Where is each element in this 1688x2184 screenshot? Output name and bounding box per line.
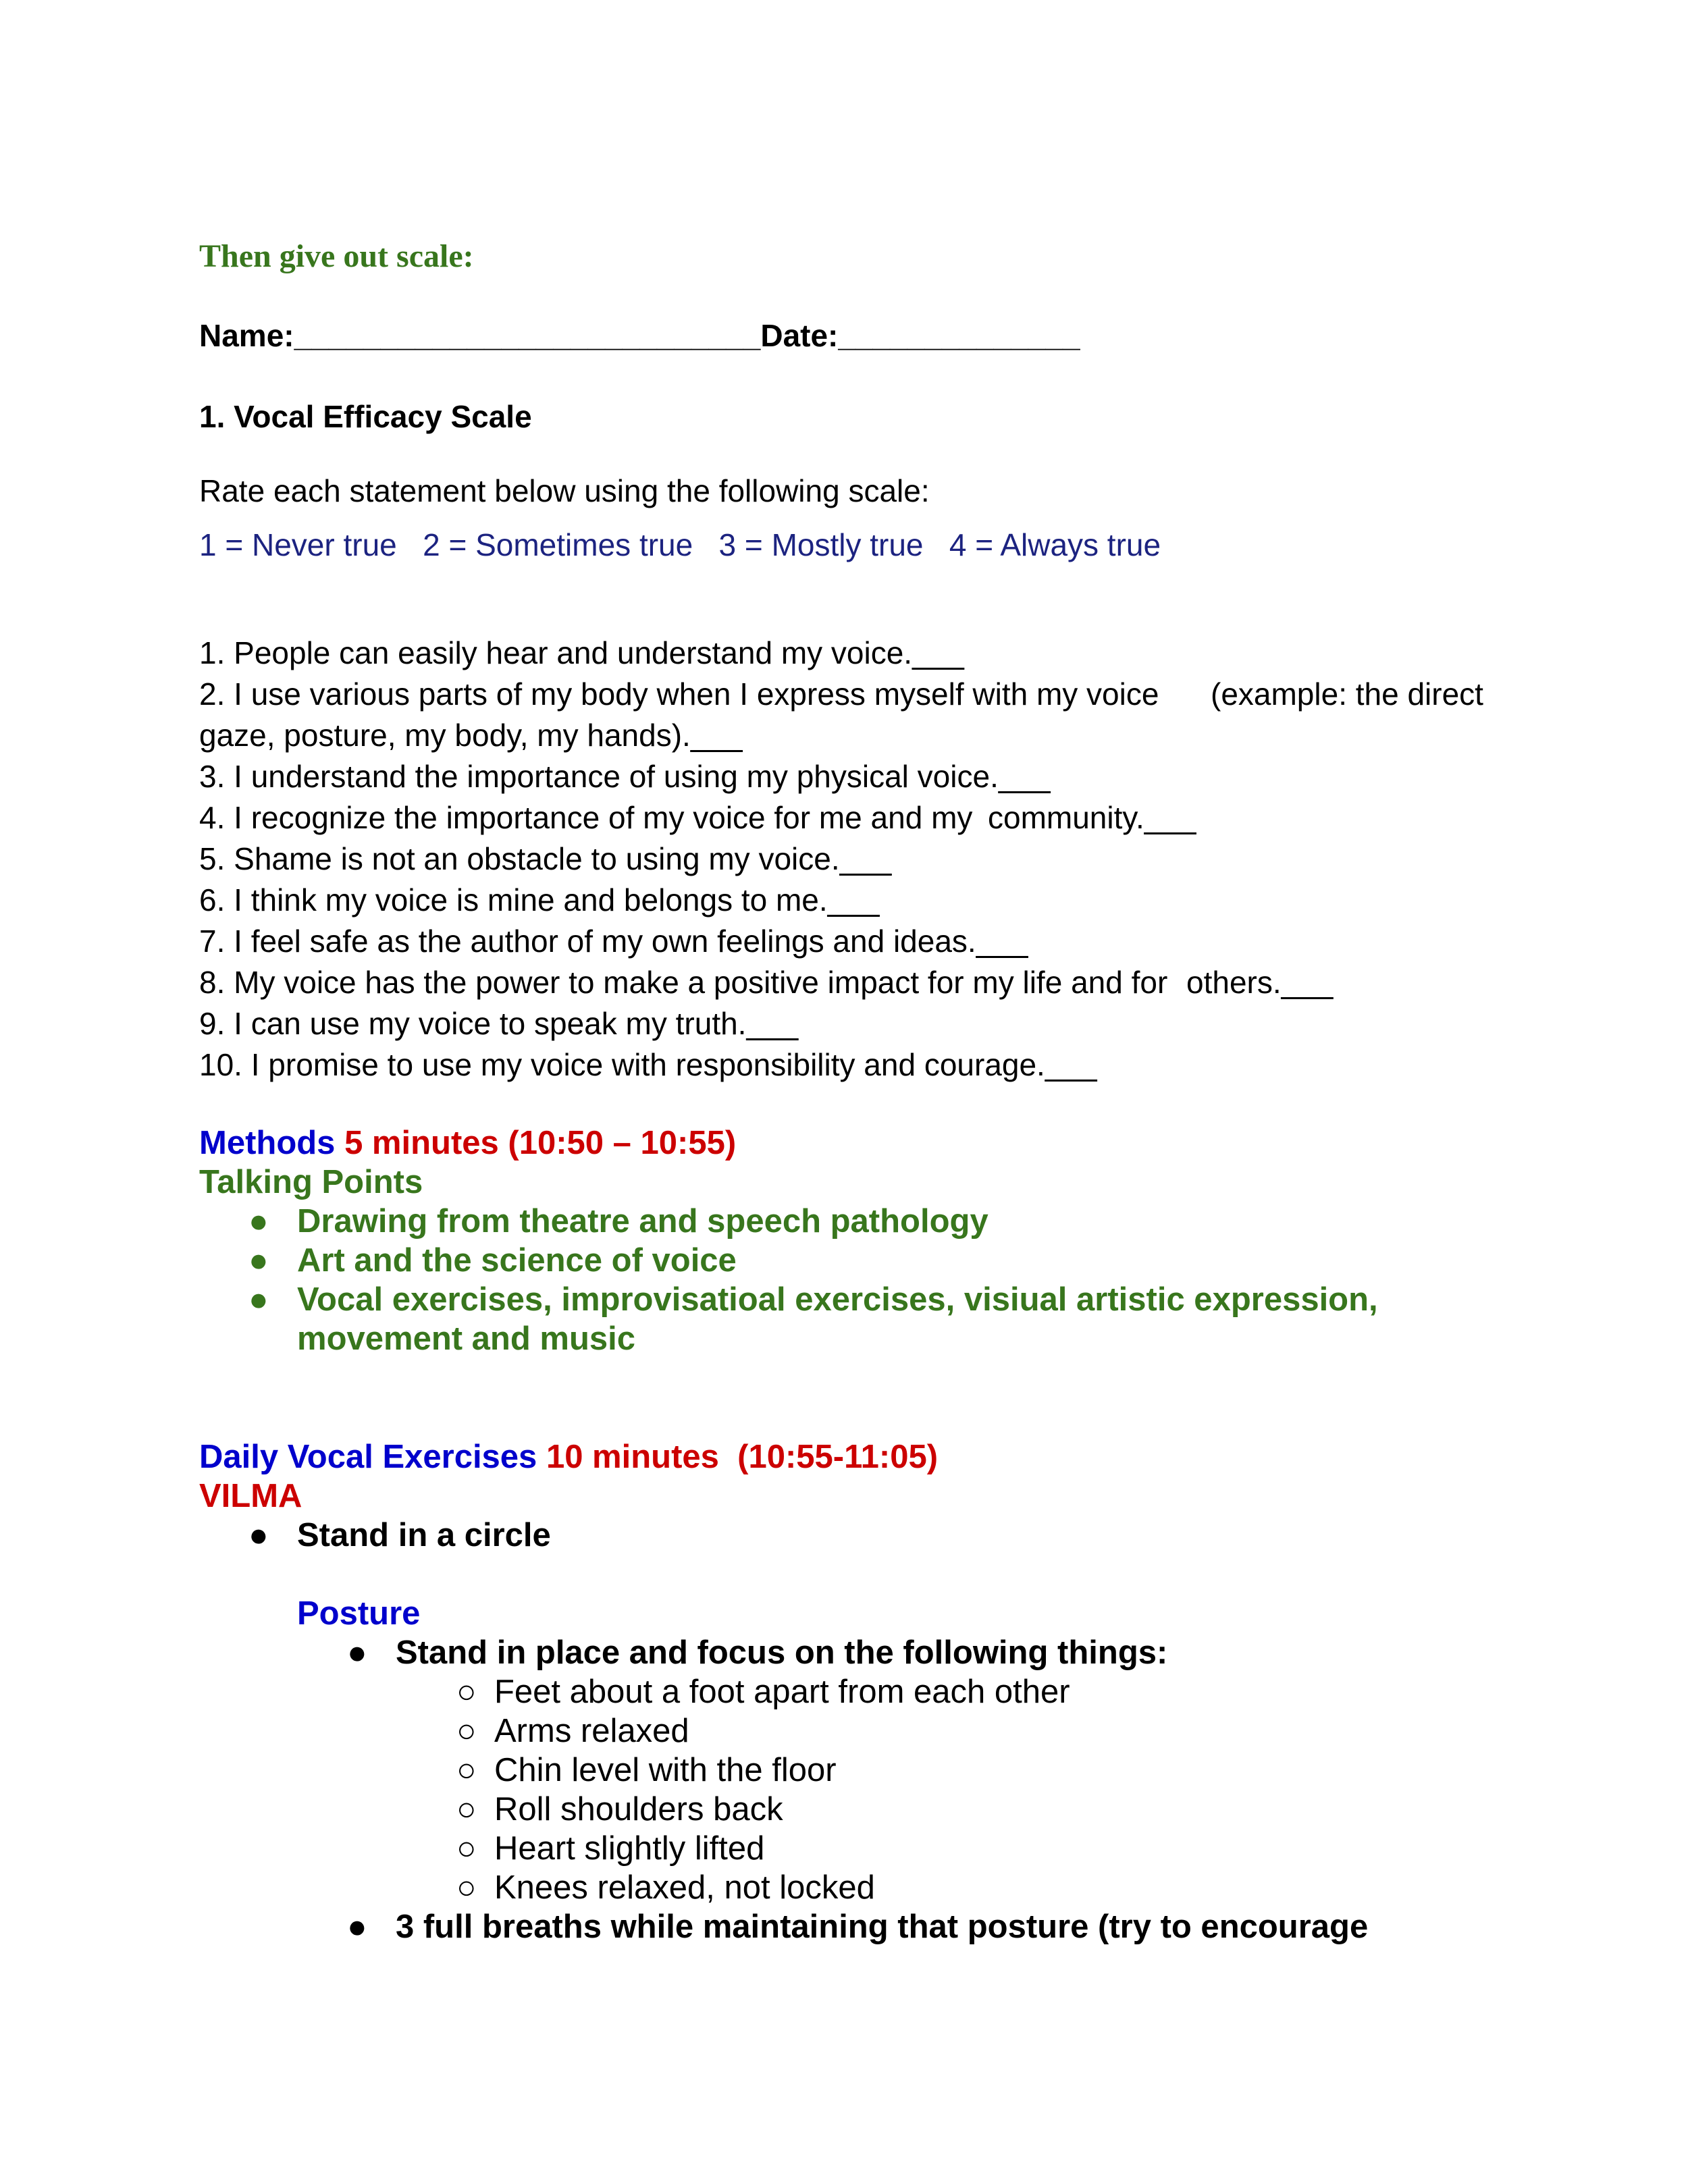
posture-bullet xyxy=(347,1634,1167,1672)
talking-point-text: Art and the science of voice xyxy=(297,1242,737,1279)
daily-exercises-heading xyxy=(199,1438,938,1476)
posture-item-text: Arms relaxed xyxy=(494,1713,689,1749)
daily-time: 10 minutes (10:55-11:05) xyxy=(546,1439,939,1475)
posture-item-text: Heart slightly lifted xyxy=(494,1830,765,1867)
talking-point-text: Drawing from theatre and speech pathology xyxy=(297,1203,988,1240)
statement-item-continued: gaze, posture, my body, my hands).___ xyxy=(199,718,743,753)
hollow-bullet-icon: ○ xyxy=(456,1830,477,1867)
scale-legend: 1 = Never true 2 = Sometimes true 3 = Mostly true 4 = Always true xyxy=(199,527,1161,562)
statement-item: 2. I use various parts of my body when I express myself with my voice xyxy=(199,676,1159,712)
leader-name: VILMA xyxy=(199,1478,302,1514)
bullet-icon: ● xyxy=(248,1281,269,1318)
statement-item-continued: others.___ xyxy=(1186,965,1334,1000)
posture-heading: Posture xyxy=(297,1595,421,1632)
talking-point xyxy=(248,1202,988,1240)
bullet-icon: ● xyxy=(347,1634,367,1671)
posture-item xyxy=(456,1830,764,1867)
statement-item: 4. I recognize the importance of my voice for me and my xyxy=(199,800,973,835)
statement-item: 1. People can easily hear and understand my voice.___ xyxy=(199,635,964,670)
talking-points-heading: Talking Points xyxy=(199,1164,423,1200)
bullet-icon: ● xyxy=(248,1203,269,1240)
statement-item: 5. Shame is not an obstacle to using my voice.___ xyxy=(199,841,892,876)
statement-item: 3. I understand the importance of using my physical voice.___ xyxy=(199,759,1051,794)
statement-item: 8. My voice has the power to make a positive impact for my life and for xyxy=(199,965,1168,1000)
name-date-line: Name:___________________________Date:______________ xyxy=(199,318,1080,353)
statement-item-continued: community.___ xyxy=(988,800,1196,835)
posture-item-text: Knees relaxed, not locked xyxy=(494,1869,875,1906)
statement-item: 6. I think my voice is mine and belongs to me.___ xyxy=(199,882,880,917)
statement-item: 7. I feel safe as the author of my own feelings and ideas.___ xyxy=(199,924,1028,959)
posture-bullet-text: Stand in place and focus on the following things: xyxy=(396,1634,1168,1671)
posture-item xyxy=(456,1712,689,1750)
methods-label: Methods xyxy=(199,1125,336,1161)
bullet-icon: ● xyxy=(248,1517,269,1553)
talking-point-text: Vocal exercises, improvisatioal exercises, visiual artistic expression, xyxy=(297,1281,1378,1318)
statement-item-continued: (example: the direct xyxy=(1211,676,1483,712)
exercise-bullet-text: Stand in a circle xyxy=(297,1517,551,1553)
posture-item-text: Roll shoulders back xyxy=(494,1791,783,1828)
talking-point xyxy=(248,1281,1378,1319)
bullet-icon: ● xyxy=(347,1909,367,1945)
posture-item-text: Chin level with the floor xyxy=(494,1752,837,1788)
hollow-bullet-icon: ○ xyxy=(456,1869,477,1906)
exercise-bullet xyxy=(248,1516,551,1554)
posture-item xyxy=(456,1751,837,1789)
rate-instruction: Rate each statement below using the following scale: xyxy=(199,473,930,508)
talking-point xyxy=(248,1242,737,1279)
statement-item: 10. I promise to use my voice with responsibility and courage.___ xyxy=(199,1047,1097,1082)
breath-bullet-text: 3 full breaths while maintaining that posture (try to encourage xyxy=(396,1909,1369,1945)
posture-item xyxy=(456,1673,1070,1711)
hollow-bullet-icon: ○ xyxy=(456,1674,477,1710)
bullet-icon: ● xyxy=(248,1242,269,1279)
section-title: 1. Vocal Efficacy Scale xyxy=(199,399,532,434)
scale-heading: Then give out scale: xyxy=(199,238,474,274)
hollow-bullet-icon: ○ xyxy=(456,1791,477,1828)
statement-item: 9. I can use my voice to speak my truth.___ xyxy=(199,1006,799,1041)
talking-point-continued: movement and music xyxy=(297,1321,636,1357)
posture-item xyxy=(456,1869,875,1907)
hollow-bullet-icon: ○ xyxy=(456,1752,477,1788)
methods-heading xyxy=(199,1124,736,1162)
breath-bullet xyxy=(347,1908,1368,1946)
hollow-bullet-icon: ○ xyxy=(456,1713,477,1749)
daily-label: Daily Vocal Exercises xyxy=(199,1439,537,1475)
posture-item-text: Feet about a foot apart from each other xyxy=(494,1674,1070,1710)
methods-time: 5 minutes (10:50 – 10:55) xyxy=(344,1125,737,1161)
posture-item xyxy=(456,1790,783,1828)
